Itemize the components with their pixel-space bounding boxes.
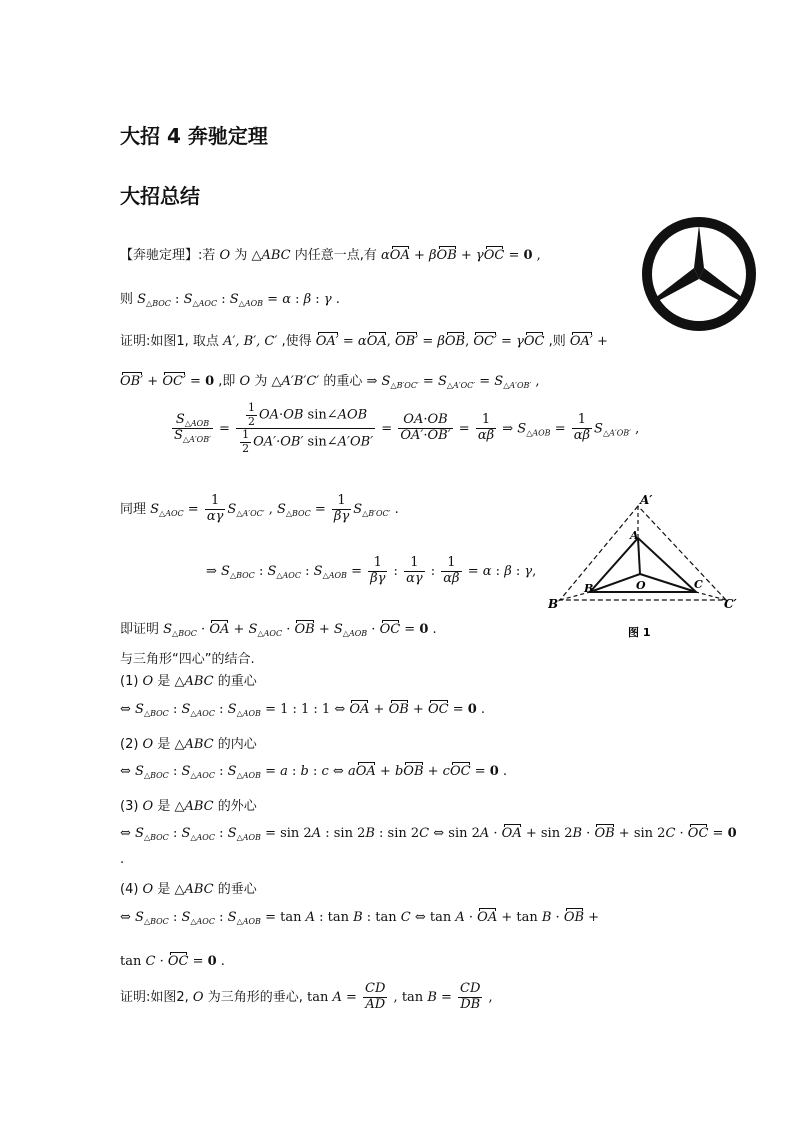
label-a: A	[630, 529, 639, 542]
proof-equation-1: $\frac{S_{\triangle AOB}}{S_{\triangle A'OB'}}$ = $\frac{1}{2}$ OA·OB sin∠AOB $\frac{1}{2}$ OA′·OB′ sin∠A′OB′ = $\frac{OA\cdot OB}{OA'\cdot OB'}$ = $\frac{1}{\alpha\beta}$ ⇒ $S_{\triangle AOB}$ = $\frac{1}{\alpha\beta}$ $S_{\triangle A'OB'}$ ,	[174, 401, 640, 455]
label-o: O	[636, 579, 646, 592]
figure-caption: 图 1	[628, 626, 651, 639]
center-3-eq: ⇔ $S_{\triangle BOC}$ : $S_{\triangle AOC}$ : $S_{\triangle AOB} = \sin 2A$ : sin 2B : sin 2C ⇔ sin 2A · OA + sin 2B · OB + sin 2C · OC = 0	[120, 826, 737, 842]
center-3-head: (3) O 是 △ABC 的外心	[120, 799, 257, 814]
theorem-conclusion: 则 $S_{\triangle BOC}$ : $S_{\triangle AOC}$ : $S_{\triangle AOB} = \alpha$ : β : γ .	[120, 292, 340, 308]
four-centers-intro: 与三角形“四心”的结合.	[120, 652, 255, 667]
section-heading: 大招总结	[120, 184, 200, 208]
theorem-label: 【奔驰定理】	[120, 248, 199, 263]
center-2-eq: ⇔ $S_{\triangle BOC}$ : $S_{\triangle AOC}$ : $S_{\triangle AOB} = a$ : b : c ⇔ aOA + bOB + cOC = 0 .	[120, 764, 508, 780]
center-1-head: (1) O 是 △ABC 的重心	[120, 674, 257, 689]
proof-2-line: 证明:如图2, O 为三角形的垂心, tan A = $\frac{CD}{AD}$ , tan B = $\frac{CD}{DB}$ ,	[120, 981, 493, 1012]
proof-equation-3: ⇒ $S_{\triangle BOC}$ : $S_{\triangle AOC}$ : $S_{\triangle AOB}$ = $\frac{1}{\beta\gamma}$ : $\frac{1}{\alpha\gamma}$ : $\frac{1}{\alpha\beta}$ = α : β : γ,	[206, 555, 537, 586]
label-b-prime: B′	[548, 597, 562, 611]
center-3-dot: .	[120, 852, 125, 867]
label-c-prime: C′	[724, 597, 737, 611]
label-a-prime: A′	[640, 493, 653, 507]
proof-equation-4: 即证明 $S_{\triangle BOC}$ · OA + $S_{\triangle AOC}$ · OB + $S_{\triangle AOB}$ · OC = 0 .	[120, 622, 437, 638]
center-4-eq-cont: tan C · OC = 0 .	[120, 954, 225, 969]
proof-line-1: 证明:如图1, 取点 A′, B′, C′ ,使得 OA′ = αOA, OB′ = βOB, OC′ = γOC ,则 OA′ +	[120, 334, 608, 349]
theorem-line: 【奔驰定理】:若 O 为 △ABC 内任意一点,有 αOA + βOB + γOC = 0 ,	[120, 248, 541, 263]
center-4-head: (4) O 是 △ABC 的垂心	[120, 882, 257, 897]
center-4-eq: ⇔ $S_{\triangle BOC}$ : $S_{\triangle AOC}$ : $S_{\triangle AOB} = \tan A$ : tan B : tan C ⇔ tan A · OA + tan B · OB +	[120, 910, 600, 926]
label-b: B	[584, 582, 594, 595]
label-c: C	[694, 578, 703, 591]
proof-equation-2: 同理 $S_{\triangle AOC}$ = $\frac{1}{\alpha\gamma}$ $S_{\triangle A'OC'}$ , $S_{\triangle BOC}$ = $\frac{1}{\beta\gamma}$ $S_{\triangle B'OC'}$ .	[120, 493, 399, 524]
benz-logo	[640, 213, 760, 333]
figure-1	[548, 492, 763, 642]
center-2-head: (2) O 是 △ABC 的内心	[120, 737, 257, 752]
center-1-eq: ⇔ $S_{\triangle BOC}$ : $S_{\triangle AOC}$ : $S_{\triangle AOB} = 1$ : 1 : 1 ⇔ OA + OB + OC = 0 .	[120, 702, 486, 718]
proof-line-2: OB′ + OC′ = 0 ,即 O 为 △A′B′C′ 的重心 ⇒ $S_{\triangle B'OC'} = S_{\triangle A'OC'} = S_{\triangle A'OB'}$ ,	[120, 374, 540, 390]
page-title: 大招 4 奔驰定理	[120, 124, 268, 148]
